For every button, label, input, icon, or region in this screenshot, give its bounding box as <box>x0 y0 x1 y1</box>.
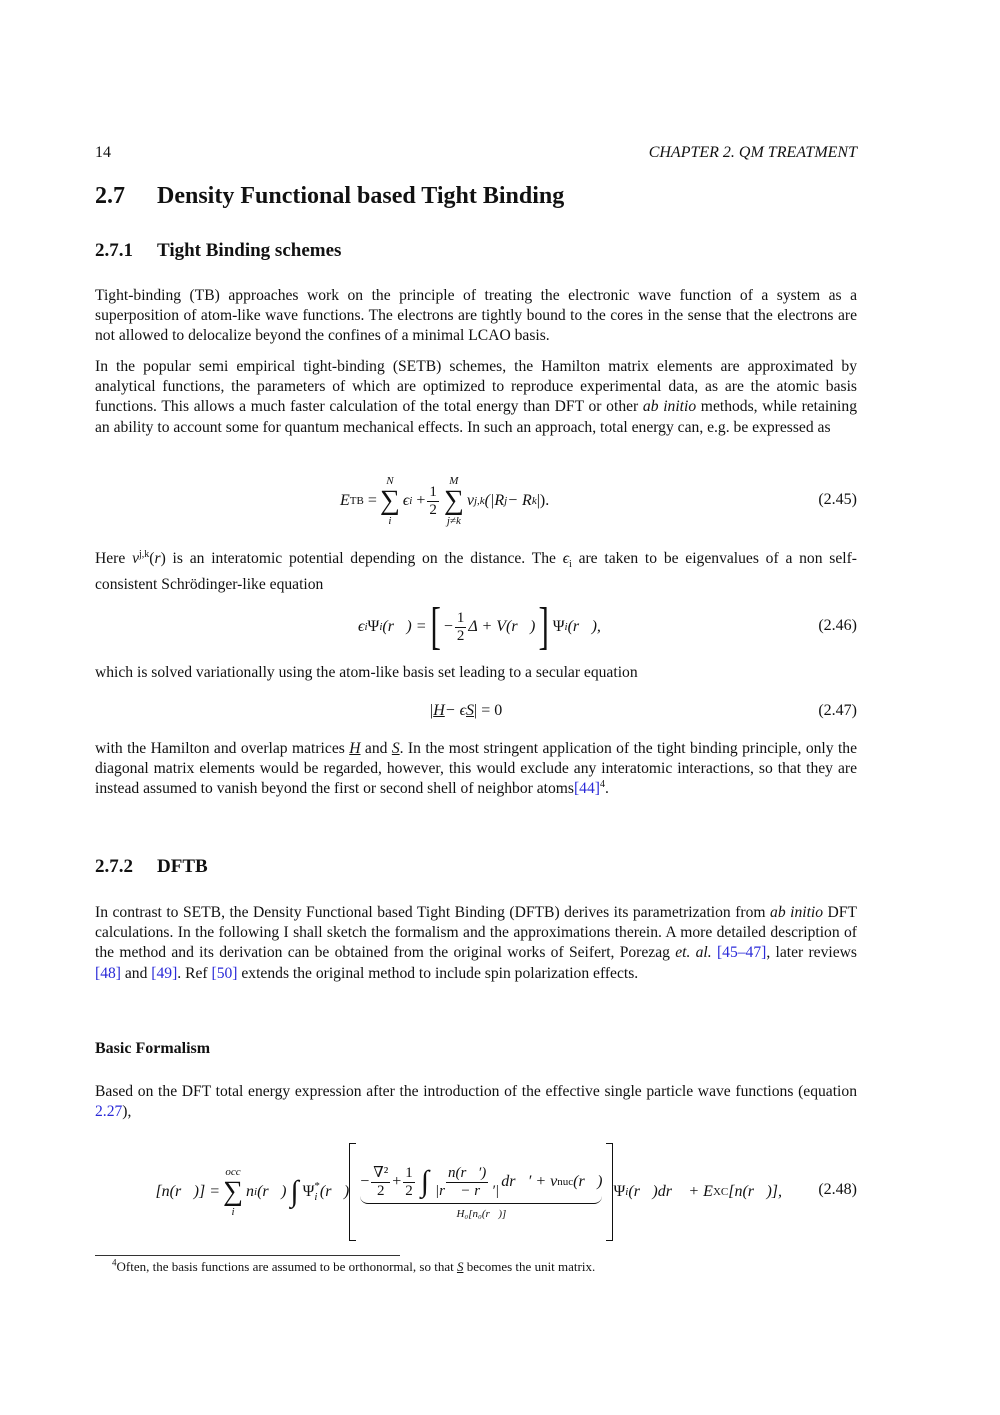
text-run: ϵ <box>562 550 570 567</box>
text-run: Tight-binding (TB) approaches work on the principle of treating the electronic wave function of a system as a superposition of atom-like wave functions. The electrons are tightly bound to the cores in the sense that the electrons are not allowed to delocalize beyond the confines of a minimal LCAO basis. <box>95 287 857 345</box>
paragraph-heading: Basic Formalism <box>95 1040 211 1057</box>
running-header <box>95 144 857 162</box>
equation-number: (2.47) <box>818 702 857 719</box>
citation-link[interactable]: [48] <box>95 964 121 982</box>
text-run: ab initio <box>642 398 697 416</box>
subsection-heading-tight-binding: 2.7.1 Tight Binding schemes <box>95 240 342 261</box>
citation-link[interactable]: [45–47] <box>716 944 767 962</box>
text-run: et. al. <box>675 944 712 962</box>
footnote: $^4$Often, the basis functions are assumed to be orthonormal, so that S becomes the unit matrix. <box>112 1257 596 1274</box>
paragraph-setb <box>95 357 857 438</box>
citation-link[interactable]: [49] <box>151 964 178 982</box>
section-heading: 2.7 Density Functional based Tight Binding <box>95 183 565 209</box>
text-run: v <box>132 550 139 567</box>
equation-2-45: E TB = N ∑ i ϵ i + $\frac{1}{2}$ M ∑ j≠k v j,k (|R j − R k |). (2.45) <box>340 475 857 527</box>
text-run: , later reviews <box>766 944 857 962</box>
text-run: with the Hamilton and overlap matrices <box>95 740 350 757</box>
text-run: ), <box>122 1103 132 1121</box>
citation-link[interactable]: [44] <box>573 780 600 798</box>
text-run: S <box>391 740 400 757</box>
brace-label: H₀[n₀(r⃗)] <box>456 1207 507 1220</box>
equation-2-47: | H − ϵ S | = 0 (2.47) <box>430 702 857 719</box>
text-run: which is solved variationally using the atom-like basis set leading to a secular equation <box>95 664 638 681</box>
text-run: ab initio <box>770 904 824 921</box>
text-run: In contrast to SETB, the Density Functional based Tight Binding (DFTB) derives its parametrization from <box>95 904 771 921</box>
text-run: Based on the DFT total energy expression after the introduction of the effective single particle wave functions (equation <box>95 1083 857 1100</box>
equation-number: (2.48) <box>818 1181 857 1198</box>
text-run: Here <box>95 550 133 567</box>
text-run: ) is an interatomic potential depending on the distance. The <box>160 550 563 567</box>
footnote-rule <box>95 1255 400 1256</box>
text-run: i <box>569 559 572 571</box>
text-run: . In the most stringent application of the tight binding principle, only the diagonal matrix elements would be regarded, however, this would exclude any interatomic interactions, so that they are instead assumed to vanish beyond the first or second shell of neighbor atoms <box>95 740 858 798</box>
equation-number: (2.46) <box>818 617 857 634</box>
citation-link[interactable]: 2.27 <box>95 1103 123 1121</box>
text-run: DFT calculations. In the following I shall sketch the formalism and the approximations therein. A more detailed description of the method and its derivation can be obtained from the original works of Seifert, Porezag <box>95 904 857 962</box>
page-number: 14 <box>95 144 111 161</box>
paragraph-variational <box>95 663 857 683</box>
equation-2-48: ℰ[n(r⃗)] = occ ∑ i n i (r⃗) ∫ Ψ * i (r⃗) − $\frac{\text{∇²}}{2}$ + $\frac{1}{2}$ ∫ $\frac{n(r⃗')}{|r⃗ - r⃗'|}$ dr⃗′ + v nuc (r⃗) H₀[n₀(r⃗)] Ψ i (r⃗)dr⃗ + E XC [n(r⃗)], (2.48) <box>95 1140 857 1244</box>
text-run: methods, while retaining an ability to account some for quantum mechanical effects. In such an approach, total energy can, e.g. be expressed as <box>95 398 857 436</box>
paragraph-interatomic <box>95 549 857 596</box>
paragraph-dftb-intro <box>95 903 857 984</box>
text-run: ( <box>149 550 155 567</box>
paragraph-tb-intro <box>95 286 857 347</box>
text-run: r <box>154 550 161 567</box>
chapter-title: CHAPTER 2. QM TREATMENT <box>648 144 857 161</box>
equation-number: (2.45) <box>818 491 857 508</box>
text-run: and <box>120 964 152 982</box>
citation-link[interactable]: [50] <box>211 964 238 982</box>
text-run: . <box>604 780 609 798</box>
text-run: extends the original method to include spin polarization effects. <box>237 964 639 982</box>
text-run: In the popular semi empirical tight-binding (SETB) schemes, the Hamilton matrix elements are approximated by analytical functions, the parameters of which are optimized to reproduce experimental data, as are the atomic basis functions. This allows a much faster calculation of the total energy than DFT or other <box>95 358 857 416</box>
paragraph-dft-energy <box>95 1082 857 1122</box>
text-run: . Ref <box>177 964 212 982</box>
text-run: j,k <box>139 548 150 560</box>
text-run: are taken to be eigenvalues of a non self-consistent Schrödinger-like equation <box>95 550 858 594</box>
subsection-heading-dftb: 2.7.2 DFTB <box>95 856 208 877</box>
text-run: 4 <box>599 779 605 791</box>
text-run: and <box>360 740 392 757</box>
text-run: H <box>349 740 361 757</box>
equation-2-46: ϵ i Ψ i (r⃗) = [ − $\frac{1}{2}$ Δ + V(r⃗) ] Ψ i (r⃗), (2.46) <box>358 598 857 655</box>
paragraph-hamilton-overlap <box>95 739 857 800</box>
